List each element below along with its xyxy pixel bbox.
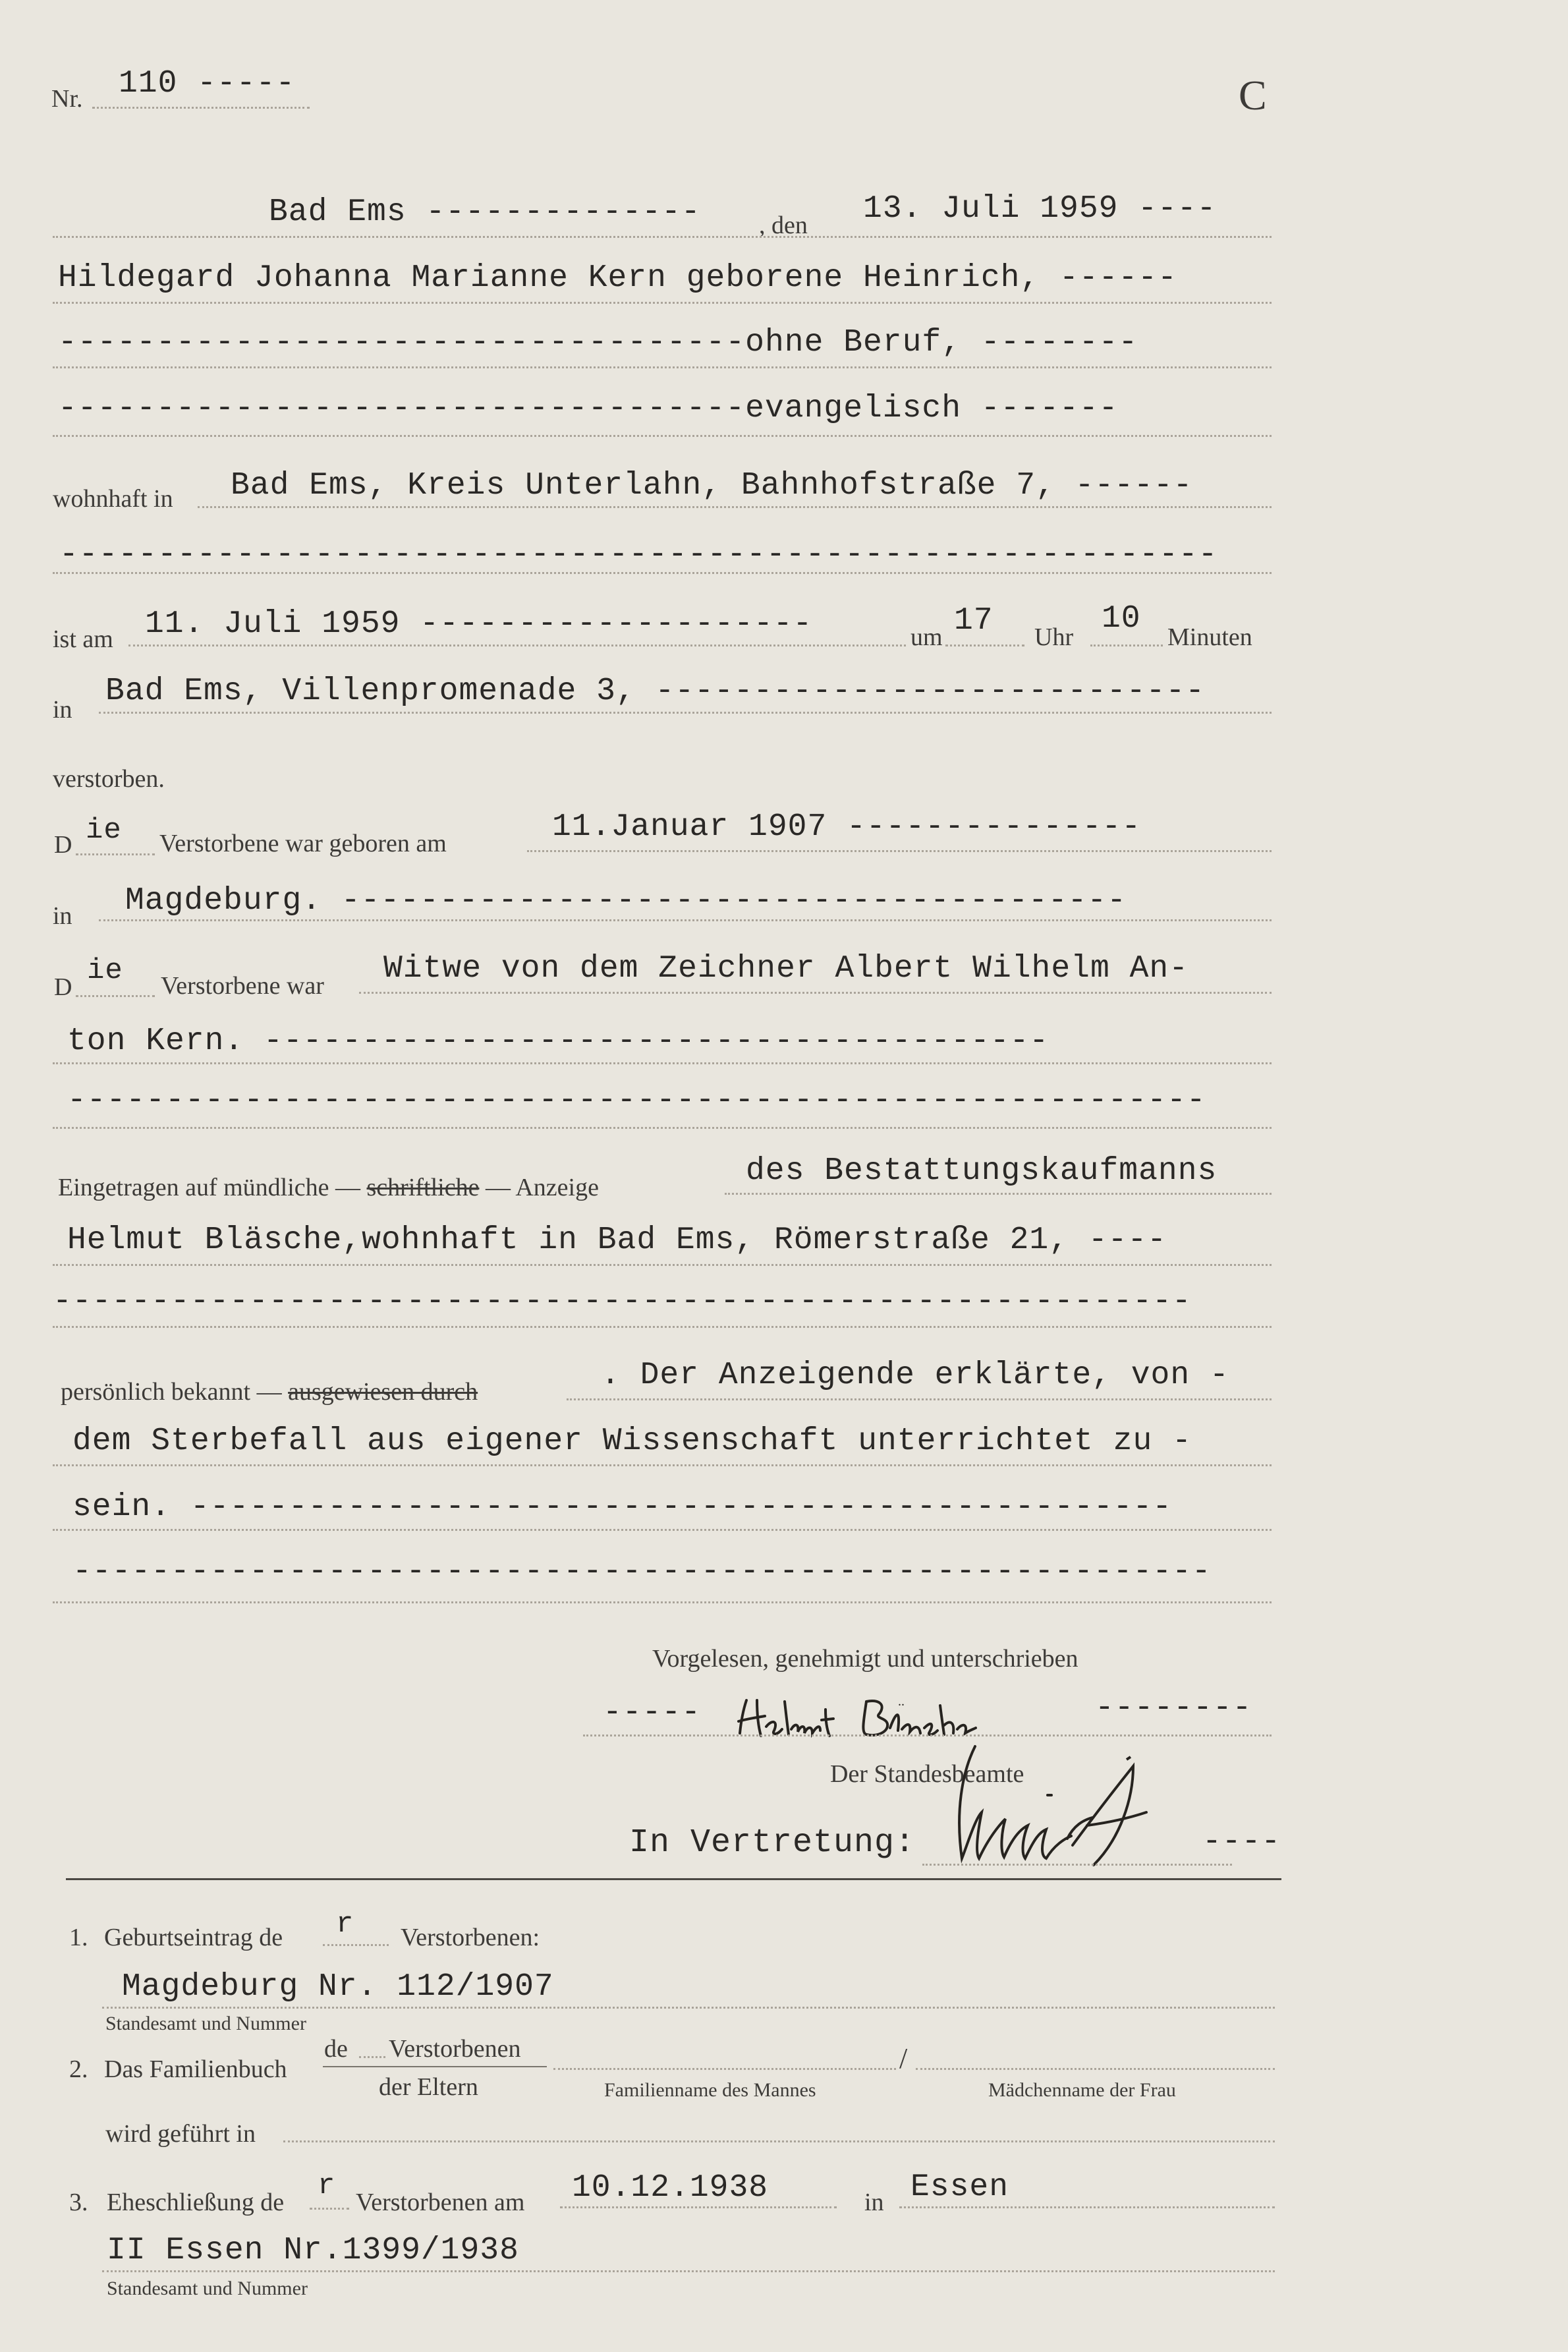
dotted-line (53, 1062, 1272, 1064)
dotted-line (53, 572, 1272, 574)
note-2-number: 2. (69, 2055, 88, 2083)
dotted-line (102, 2007, 1275, 2009)
death-in-label: in (53, 696, 72, 724)
note-3-place: Essen (910, 2169, 1009, 2205)
birth-d-suffix: ie (86, 814, 122, 847)
nr-label: Nr. (51, 85, 83, 113)
dotted-line (53, 366, 1272, 368)
note-3-value: II Essen Nr.1399/1938 (107, 2233, 519, 2268)
dotted-line (99, 712, 1272, 714)
dotted-line (53, 1127, 1272, 1129)
dotted-line (945, 645, 1024, 646)
dotted-line (198, 506, 1272, 508)
birth-label: Verstorbene war geboren am (159, 830, 447, 857)
status-line-1: Witwe von dem Zeichner Albert Wilhelm An- (383, 951, 1189, 987)
dotted-line (53, 302, 1272, 304)
dotted-line (92, 107, 310, 109)
note-1-label-a: Geburtseintrag de (104, 1924, 283, 1951)
note-3-suffix: r (318, 2169, 336, 2202)
dotted-line (53, 1264, 1272, 1266)
registration-line-3: ---------------------------------------------------------- (53, 1284, 1192, 1319)
dotted-line (553, 2068, 896, 2070)
dotted-line (310, 2208, 349, 2210)
note-2-gefuehrt: wird geführt in (105, 2120, 256, 2148)
informant-dashes-left: ----- (603, 1695, 702, 1731)
dotted-line (583, 1735, 1272, 1736)
note-1-label-b: Verstorbenen: (401, 1924, 540, 1951)
dotted-line (899, 2206, 1275, 2208)
birth-d-label: D (54, 831, 72, 859)
residence-label: wohnhaft in (53, 485, 173, 513)
death-hour: 17 (954, 603, 994, 639)
ist-am-label: ist am (53, 625, 113, 653)
registry-place: Bad Ems -------------- (269, 194, 701, 230)
record-number: 110 ----- (119, 66, 296, 101)
note-2-eltern: der Eltern (379, 2073, 478, 2101)
dotted-line (53, 435, 1272, 437)
minuten-label: Minuten (1167, 623, 1252, 651)
status-line-2: ton Kern. ---------------------------------------- (67, 1023, 1050, 1059)
identity-label-part-1: persönlich bekannt — (61, 1378, 289, 1406)
status-d-suffix: ie (87, 954, 123, 987)
dotted-line (323, 1944, 389, 1946)
note-2-slash: / (899, 2042, 908, 2075)
note-3-number: 3. (69, 2189, 88, 2216)
registrar-signature (936, 1740, 1199, 1872)
note-2-label: Das Familienbuch (104, 2055, 287, 2083)
status-label: Verstorbene war (161, 972, 324, 1000)
registry-date: 13. Juli 1959 ---- (863, 191, 1217, 227)
handwritten-signature (735, 1694, 1024, 1746)
dotted-line (283, 2140, 1275, 2142)
note-1-number: 1. (69, 1924, 88, 1951)
dotted-line (53, 1464, 1272, 1466)
registration-label (58, 1173, 599, 1202)
identity-label (61, 1377, 478, 1406)
note-1-value: Magdeburg Nr. 112/1907 (122, 1969, 554, 2005)
deceased-occupation: -----------------------------------ohne Beruf, -------- (58, 325, 1138, 360)
dotted-line (560, 2206, 837, 2208)
dotted-line (76, 995, 155, 997)
residence-line-1: Bad Ems, Kreis Unterlahn, Bahnhofstraße 7, ------ (231, 468, 1193, 503)
death-date: 11. Juli 1959 -------------------- (145, 606, 813, 642)
dotted-line (53, 236, 1272, 238)
dotted-line (76, 853, 155, 855)
den-label: , den (759, 212, 808, 239)
birth-in-label: in (53, 902, 72, 930)
note-3-label-a: Eheschließung de (107, 2189, 285, 2216)
note-2-de: de (324, 2035, 348, 2063)
dotted-line (567, 1398, 1272, 1400)
vertretung-label: In Vertretung: (629, 1824, 916, 1862)
identity-line-2: dem Sterbefall aus eigener Wissenschaft unterrichtet zu - (72, 1423, 1192, 1459)
note-3-in: in (864, 2189, 884, 2216)
vorgelesen-label: Vorgelesen, genehmigt und unterschrieben (652, 1645, 1078, 1673)
identity-label-struck: ausgewiesen durch (288, 1378, 478, 1406)
informant-dashes-right: -------- (1095, 1690, 1252, 1726)
note-2-mann-caption: Familienname des Mannes (604, 2079, 816, 2101)
deceased-religion: -----------------------------------evangelisch ------- (58, 391, 1119, 426)
registration-label-part-1: Eingetragen auf mündliche — (58, 1174, 367, 1201)
birth-place: Magdeburg. ---------------------------------------- (125, 883, 1127, 919)
verstorben-label: verstorben. (53, 765, 165, 793)
fraction-line (323, 2066, 547, 2067)
death-place: Bad Ems, Villenpromenade 3, ---------------------------- (105, 674, 1206, 709)
registration-label-part-2: — Anzeige (479, 1174, 599, 1201)
registration-line-1: des Bestattungskaufmanns (746, 1153, 1218, 1189)
dotted-line (102, 2270, 1275, 2272)
dotted-line (359, 992, 1272, 994)
status-d-label: D (54, 973, 72, 1001)
registration-line-2: Helmut Bläsche,wohnhaft in Bad Ems, Römerstraße 21, ---- (67, 1222, 1167, 1258)
note-2-frau-caption: Mädchenname der Frau (988, 2079, 1176, 2101)
identity-line-3: sein. -------------------------------------------------- (72, 1489, 1173, 1525)
residence-line-2: ----------------------------------------------------------- (59, 537, 1218, 573)
handwritten-signature (936, 1740, 1199, 1872)
dotted-line (922, 1864, 1232, 1866)
dotted-line (916, 2068, 1275, 2070)
note-1-suffix: r (336, 1908, 354, 1941)
svg-text:..: .. (898, 1694, 905, 1709)
section-divider (66, 1878, 1281, 1880)
death-minutes: 10 (1102, 601, 1141, 637)
dotted-line (725, 1193, 1272, 1195)
note-3-caption: Standesamt und Nummer (107, 2278, 308, 2299)
dotted-line (527, 850, 1272, 852)
uhr-label: Uhr (1034, 623, 1074, 651)
deceased-name: Hildegard Johanna Marianne Kern geborene Heinrich, ------ (58, 260, 1177, 296)
dotted-line (1090, 645, 1163, 646)
registration-label-struck: schriftliche (366, 1174, 480, 1201)
note-3-label-b: Verstorbenen am (356, 2189, 525, 2216)
status-line-3: ---------------------------------------------------------- (67, 1083, 1206, 1118)
dotted-line (53, 1326, 1272, 1328)
note-1-caption: Standesamt und Nummer (105, 2013, 306, 2034)
dotted-line (53, 1601, 1272, 1603)
identity-line-4: ---------------------------------------------------------- (72, 1554, 1212, 1590)
note-3-date: 10.12.1938 (572, 2170, 769, 2206)
dotted-line (53, 1529, 1272, 1531)
identity-line-1: . Der Anzeigende erklärte, von - (601, 1358, 1229, 1393)
dotted-line (128, 645, 906, 646)
um-label: um (910, 623, 943, 651)
vertretung-dashes: ---- (1202, 1824, 1281, 1860)
birth-date: 11.Januar 1907 --------------- (552, 809, 1142, 845)
note-2-verstorbenen: Verstorbenen (389, 2035, 521, 2063)
dotted-line (99, 919, 1272, 921)
record-letter: C (1239, 72, 1267, 119)
informant-signature (735, 1694, 1024, 1746)
registrar-label: Der Standesbeamte (830, 1760, 1024, 1788)
dotted-line (359, 2056, 385, 2058)
